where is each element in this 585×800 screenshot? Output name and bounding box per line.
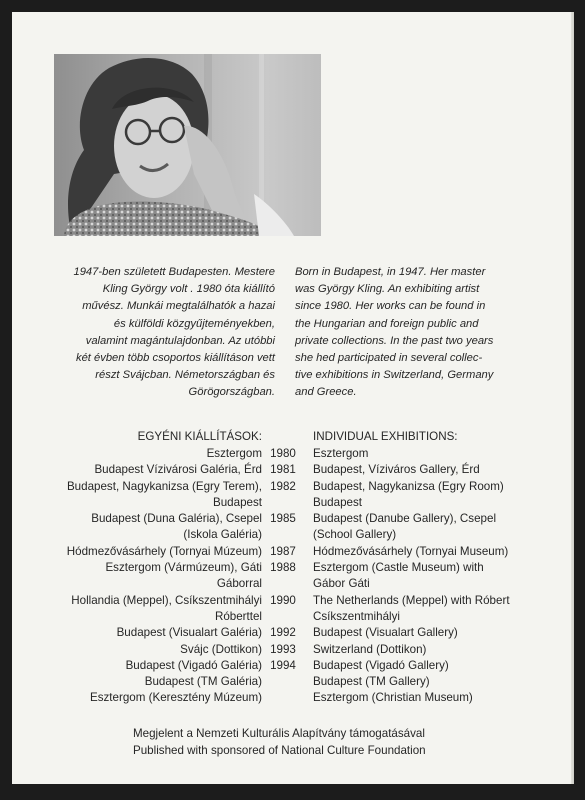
- footer-hungarian: Megjelent a Nemzeti Kulturális Alapítvány támogatásával: [133, 727, 425, 740]
- exhibition-hu: Budapest, Nagykanizsa (Egry Terem),: [66, 479, 262, 493]
- exhibition-en: The Netherlands (Meppel) with Róbert: [313, 593, 510, 607]
- exhibition-row: [12, 674, 574, 690]
- bio-hu-line: valamint magántulajdonban. Az utóbbi: [85, 334, 275, 347]
- exhibition-en: Budapest, Nagykanizsa (Egry Room): [313, 479, 504, 493]
- exhibition-row: [12, 560, 574, 576]
- exhibition-year: 1988: [270, 561, 296, 575]
- exhibition-hu: Hollandia (Meppel), Csíkszentmihályi: [71, 593, 262, 607]
- bio-hu-line: művész. Munkái megtalálhatók a hazai: [82, 300, 275, 313]
- exhibition-hu: (Iskola Galéria): [183, 528, 262, 542]
- exhibition-en: Budapest: [313, 495, 362, 509]
- exhibition-en: Switzerland (Dottikon): [313, 642, 427, 656]
- exhibition-row: [12, 576, 574, 592]
- exhibition-hu: Budapest: [213, 495, 262, 509]
- biography-hungarian: [52, 264, 275, 402]
- exhibition-row: [12, 690, 574, 706]
- bio-hu-line: részt Svájcban. Németországban és: [95, 369, 275, 382]
- exhibition-hu: Svájc (Dottikon): [180, 642, 262, 656]
- exhibition-year: 1981: [270, 463, 296, 477]
- exhibition-row: [12, 658, 574, 674]
- bio-en-line: the Hungarian and foreign public and: [295, 317, 479, 330]
- sponsor-footer: [12, 726, 574, 759]
- exhibition-year: 1994: [270, 658, 296, 672]
- exhibition-hu: Esztergom (Vármúzeum), Gáti: [105, 561, 262, 575]
- exhibition-en: Budapest (Vigadó Gallery): [313, 658, 449, 672]
- biography-english: [295, 264, 535, 402]
- exhibition-year: 1993: [270, 642, 296, 656]
- bio-hu-line: Görögországban.: [188, 386, 275, 399]
- exhibition-en: Esztergom (Castle Museum) with: [313, 561, 484, 575]
- bio-en-line: and Greece.: [295, 386, 357, 399]
- exhibition-row: [12, 446, 574, 462]
- exhibition-hu: Hódmezővásárhely (Tornyai Múzeum): [66, 544, 262, 558]
- exhibition-en: Gábor Gáti: [313, 577, 370, 591]
- exhibition-hu: Esztergom: [206, 447, 262, 460]
- exhibition-year: 1992: [270, 626, 296, 640]
- bio-hu-line: két évben több csoportos kiállításon vett: [75, 352, 275, 365]
- bio-en-line: tive exhibitions in Switzerland, Germany: [295, 369, 494, 382]
- exhibition-row: [12, 642, 574, 658]
- exhibition-hu: Budapest (Vigadó Galéria): [125, 658, 262, 672]
- exhibition-en: Budapest (Danube Gallery), Csepel: [313, 512, 497, 526]
- bio-en-line: she hed participated in several collec-: [295, 352, 483, 365]
- exhibition-en: Csíkszentmihályi: [313, 609, 400, 623]
- exhibition-row: [12, 511, 574, 527]
- exhibition-hu: Róberttel: [214, 609, 262, 623]
- exhibition-year: 1980: [270, 447, 296, 460]
- exhibition-en: Esztergom: [313, 447, 369, 460]
- exhibition-row: [12, 527, 574, 543]
- bio-hu-line: 1947-ben született Budapesten. Mestere: [73, 266, 275, 278]
- exhibition-row: [12, 544, 574, 560]
- exhibition-hu: Budapest (Visualart Galéria): [116, 626, 262, 640]
- exhibition-en: Esztergom (Christian Museum): [313, 691, 473, 705]
- exhibition-row: [12, 625, 574, 641]
- exhibitions-header-hungarian: EGYÉNI KIÁLLÍTÁSOK:: [137, 430, 262, 443]
- exhibition-row: [12, 479, 574, 495]
- exhibitions-header-english: INDIVIDUAL EXHIBITIONS:: [313, 430, 458, 443]
- artist-portrait-photo: [54, 54, 321, 236]
- footer-english: Published with sponsored of National Culture Foundation: [133, 743, 426, 757]
- exhibition-en: Budapest (TM Gallery): [313, 675, 430, 689]
- exhibition-year: 1985: [270, 512, 296, 526]
- bio-en-line: Born in Budapest, in 1947. Her master: [295, 266, 486, 278]
- exhibition-year: 1982: [270, 479, 296, 493]
- bio-en-line: since 1980. Her works can be found in: [295, 300, 486, 313]
- bio-hu-line: Kling György volt . 1980 óta kiállító: [102, 283, 275, 296]
- exhibition-year: 1990: [270, 593, 296, 607]
- document-page: [12, 12, 574, 784]
- exhibition-year: 1987: [270, 544, 296, 558]
- exhibitions-list: [12, 446, 574, 707]
- bio-en-line: was György Kling. An exhibiting artist: [295, 283, 480, 296]
- exhibition-hu: Esztergom (Keresztény Múzeum): [89, 691, 262, 705]
- exhibition-en: Budapest (Visualart Gallery): [313, 626, 458, 640]
- exhibition-en: Budapest, Víziváros Gallery, Érd: [313, 463, 480, 477]
- exhibition-row: [12, 593, 574, 609]
- portrait-photo-icon: [54, 54, 321, 236]
- exhibition-hu: Budapest Vízivárosi Galéria, Érd: [94, 463, 262, 477]
- exhibition-row: [12, 495, 574, 511]
- bio-hu-line: és külföldi közgyűjteményekben,: [113, 317, 275, 330]
- exhibition-hu: Gáborral: [216, 577, 262, 591]
- exhibition-en: Hódmezővásárhely (Tornyai Museum): [313, 544, 509, 558]
- exhibition-hu: Budapest (TM Galéria): [144, 675, 262, 689]
- exhibition-row: [12, 609, 574, 625]
- exhibition-row: [12, 462, 574, 478]
- bio-en-line: private collections. In the past two years: [295, 334, 494, 347]
- exhibition-hu: Budapest (Duna Galéria), Csepel: [91, 512, 262, 526]
- exhibition-en: (School Gallery): [313, 528, 397, 542]
